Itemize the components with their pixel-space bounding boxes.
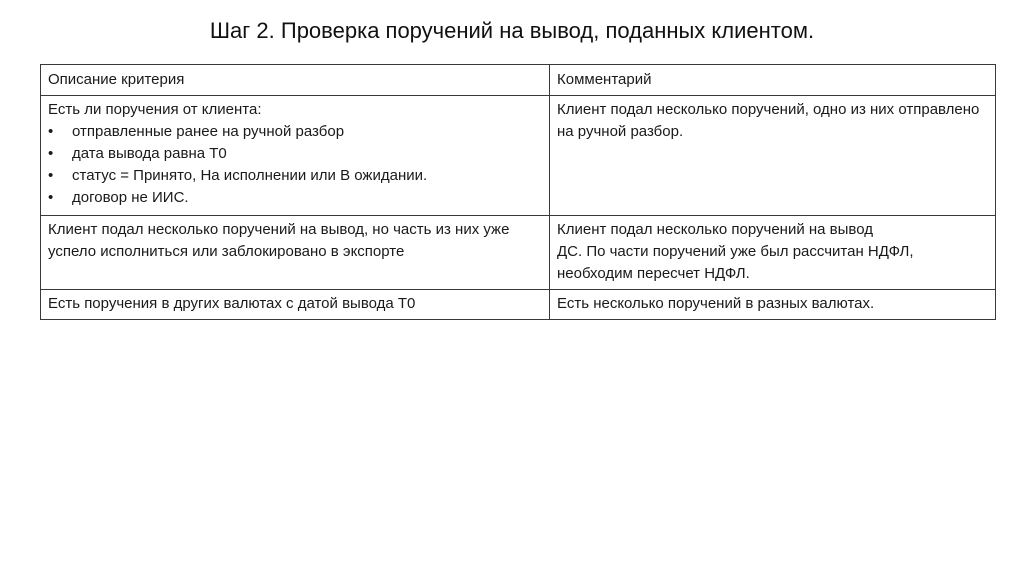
bullet-item (48, 165, 542, 187)
bullet-text: статус = Принято, На исполнении или В ожидании. (72, 167, 428, 184)
criteria-table (40, 64, 996, 320)
comment-cell: Есть несколько поручений в разных валютах. (550, 290, 996, 320)
table-row (41, 96, 996, 216)
comment-line: Клиент подал несколько поручений на вывод (557, 221, 873, 238)
comment-cell (550, 216, 996, 290)
bullet-item (48, 187, 542, 209)
page-title: Шаг 2. Проверка поручений на вывод, поданных клиентом. (209, 18, 815, 43)
criterion-bullet-list (48, 121, 542, 209)
bullet-glyph: • (48, 145, 54, 162)
table-row (41, 216, 996, 290)
bullet-item (48, 143, 542, 165)
bullet-item (48, 121, 542, 143)
criterion-cell: Клиент подал несколько поручений на вывод, но часть из них уже успело исполниться или заблокировано в экспорте (41, 216, 550, 290)
table-row (41, 290, 996, 320)
bullet-glyph: • (48, 189, 54, 206)
table-header-row (41, 65, 996, 96)
comment-line: ДС. По части поручений уже был рассчитан НДФЛ, необходим пересчет НДФЛ. (557, 243, 914, 282)
criterion-intro: Есть ли поручения от клиента: (48, 101, 262, 118)
bullet-glyph: • (48, 167, 54, 184)
criterion-cell: Есть поручения в других валютах с датой вывода T0 (41, 290, 550, 320)
bullet-text: договор не ИИС. (72, 189, 189, 206)
bullet-glyph: • (48, 123, 54, 140)
header-criterion: Описание критерия (41, 65, 550, 96)
criterion-cell (41, 96, 550, 216)
comment-cell: Клиент подал несколько поручений, одно из них отправлено на ручной разбор. (550, 96, 996, 216)
bullet-text: дата вывода равна T0 (72, 145, 227, 162)
bullet-text: отправленные ранее на ручной разбор (72, 123, 345, 140)
header-comment: Комментарий (550, 65, 996, 96)
